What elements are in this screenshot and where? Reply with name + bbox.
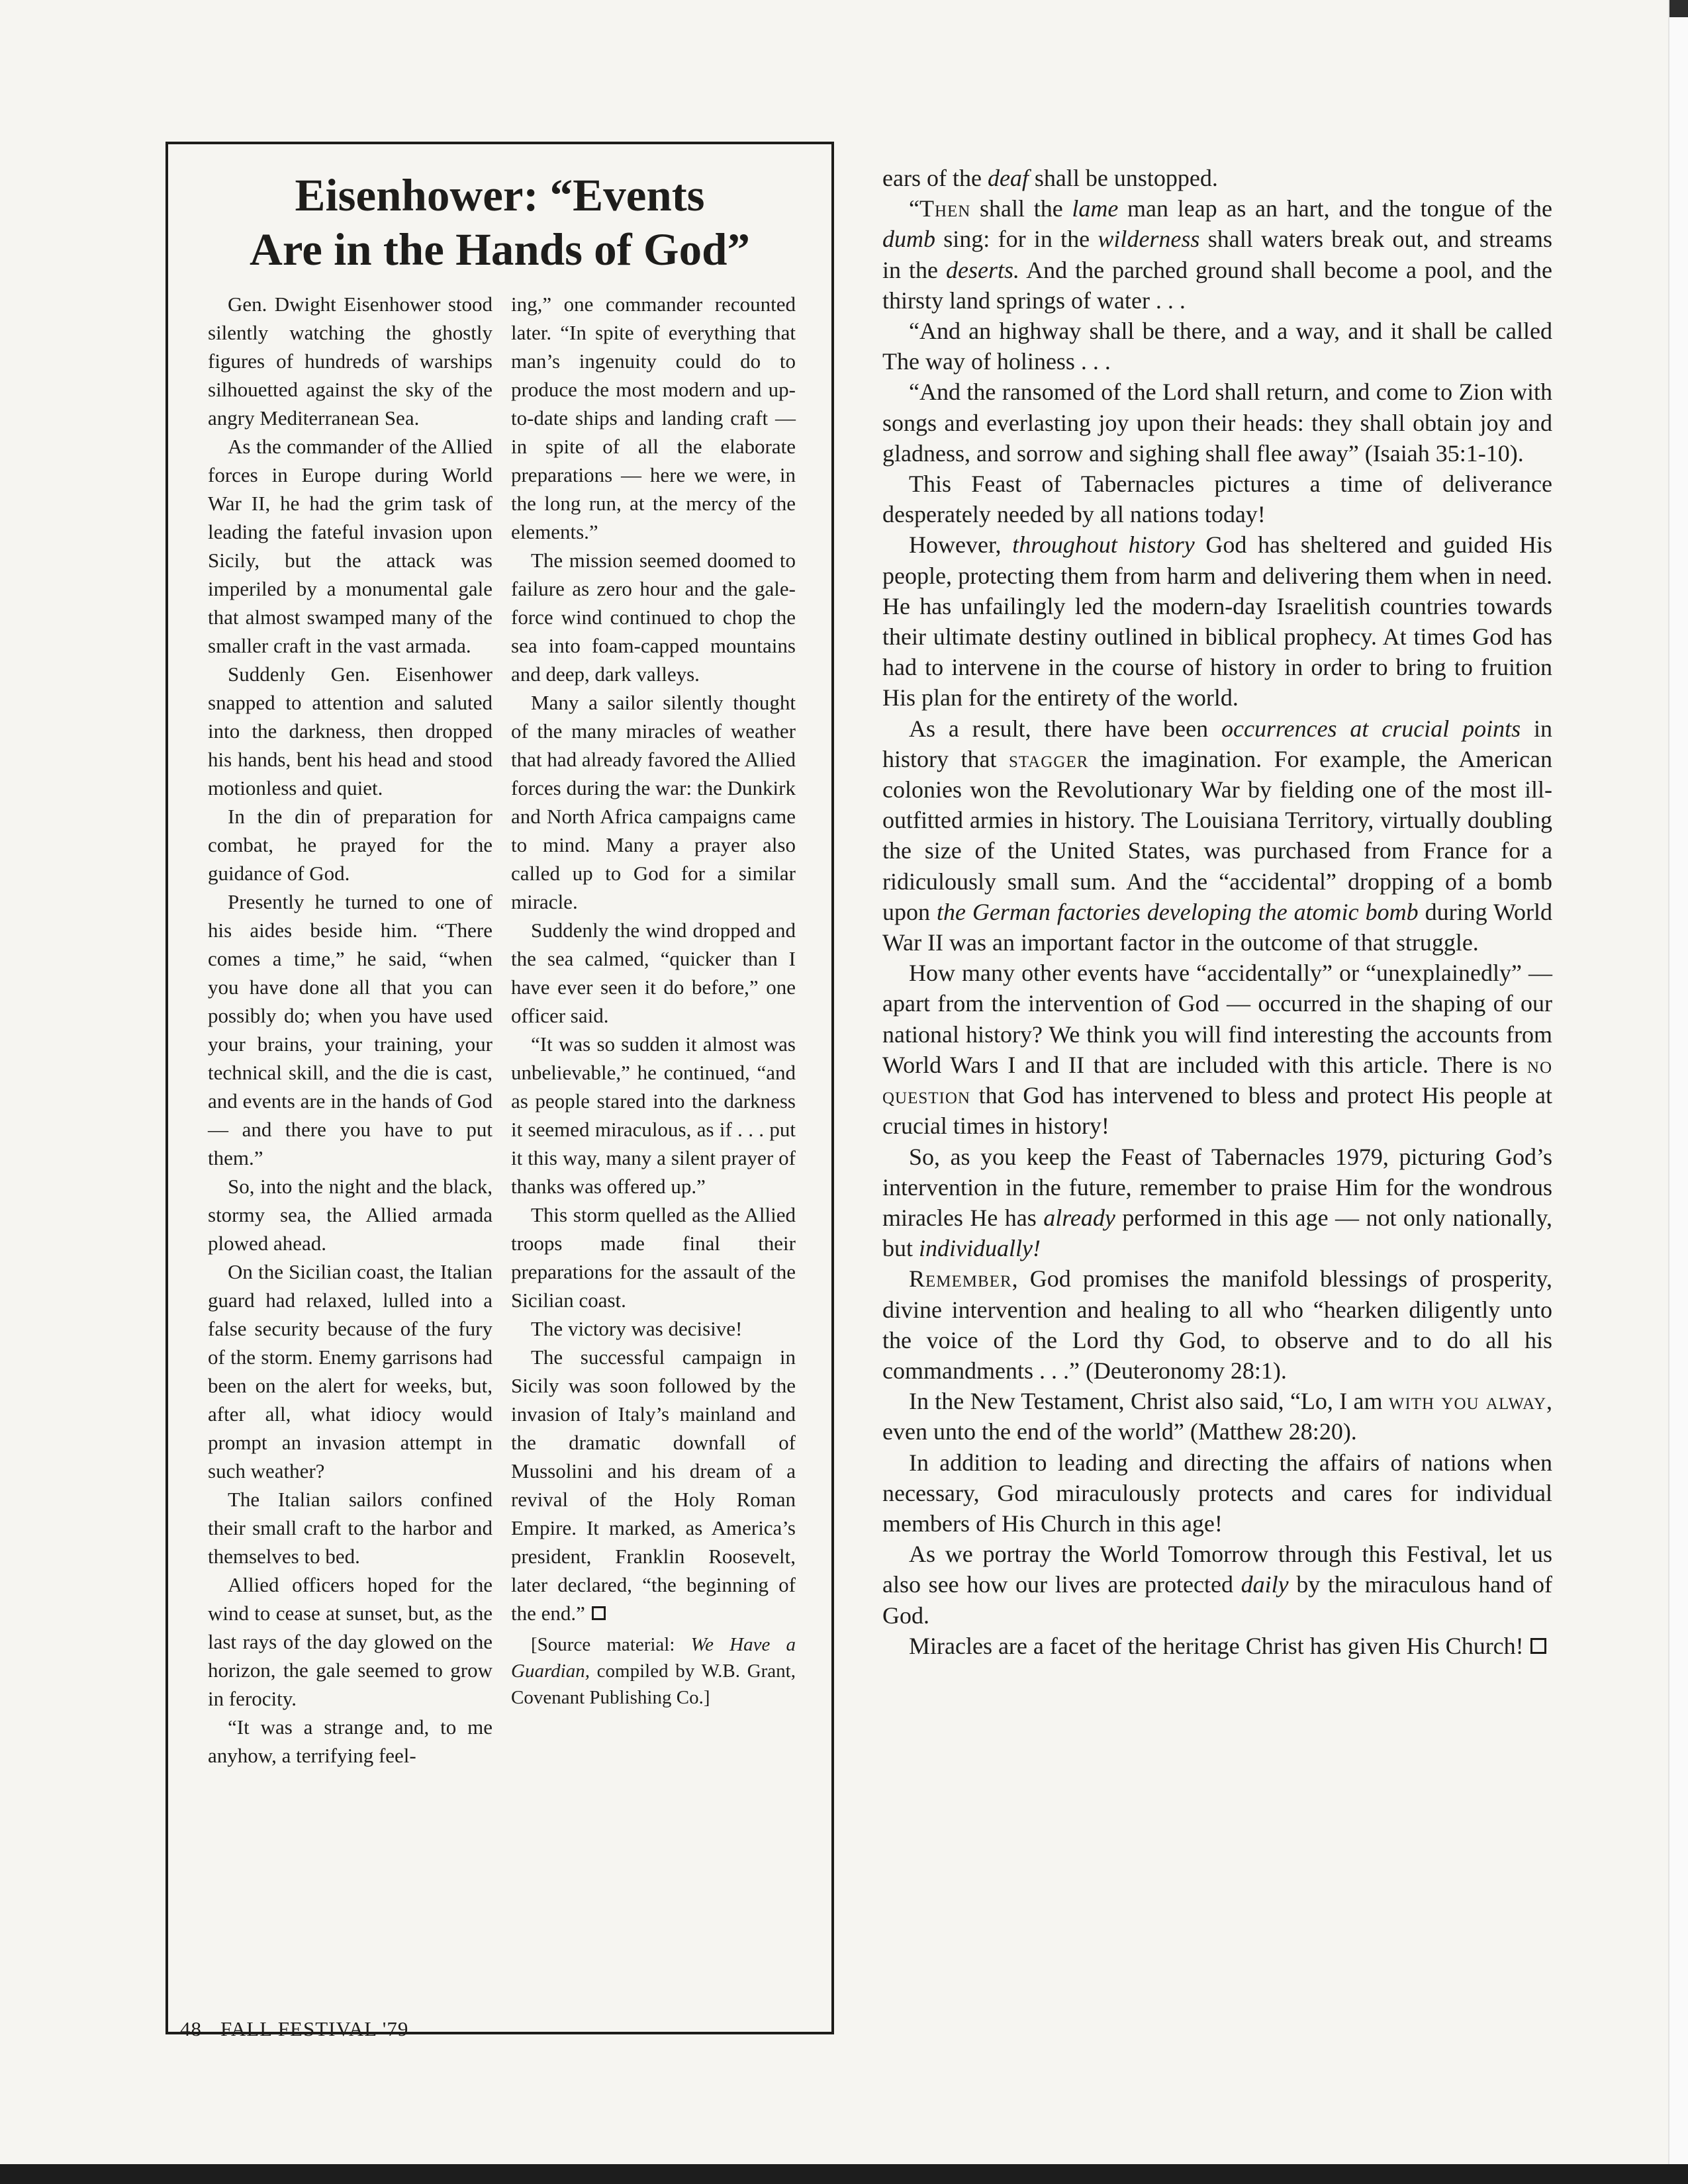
page-edge xyxy=(1668,0,1688,2184)
emphasis: wilderness xyxy=(1098,226,1200,253)
small-caps: with you alway xyxy=(1388,1388,1546,1415)
sidebar-title-line1: Eisenhower: “Events xyxy=(295,170,705,220)
text: So, as you keep the Feast of Tabernacles 1979, picturing God’s intervention in the future, remember to praise Him for the wondrous miracles He has xyxy=(882,1143,1552,1231)
end-mark-icon xyxy=(592,1606,606,1620)
text: God has sheltered and guided His people, protecting them from harm and delivering them when in need. He has unfailingly led the modern-day Israelitish countries towards their ultimate destiny outlined in biblical prophecy. At times God has had to intervene in the course of history in order to bring to fruition His plan for the entirety of the world. xyxy=(882,531,1552,711)
sidebar-paragraph: The mission seemed doomed to failure as zero hour and the gale-force wind continued to chop the sea into foam-capped mountains and deep, dark valleys. xyxy=(511,549,796,686)
text: And the parched ground shall become a pool, and the thirsty land springs of water . . . xyxy=(882,256,1552,314)
text: man leap as an hart, and the tongue of the xyxy=(1118,195,1552,222)
emphasis: already xyxy=(1043,1204,1115,1231)
sidebar-paragraph: On the Sicilian coast, the Italian guard had relaxed, lulled into a false security because of the fury of the storm. Enemy garrisons had been on the alert for weeks, but, after all, what idiocy would prompt an invasion attempt in such weather? xyxy=(208,1260,492,1482)
article-paragraph xyxy=(882,1142,1552,1264)
text: in history that xyxy=(882,715,1553,772)
text: performed in this age — not only nationally, but xyxy=(882,1204,1552,1262)
main-article-column xyxy=(882,163,1552,1661)
text: shall be unstopped. xyxy=(1028,165,1218,191)
sidebar-paragraph: Suddenly Gen. Eisenhower snapped to attention and saluted into the darkness, then dropped his hands, bent his head and stood motionless and quiet. xyxy=(208,662,492,799)
sidebar-title-line2: Are in the Hands of God” xyxy=(250,224,750,275)
sidebar-paragraph: Allied officers hoped for the wind to cease at sunset, but, as the last rays of the day glowed on the horizon, the gale seemed to grow in ferocity. xyxy=(208,1573,492,1710)
text: However, xyxy=(909,531,1013,559)
emphasis: throughout history xyxy=(1012,531,1195,559)
sidebar-title xyxy=(168,168,831,277)
sidebar-final-text: The successful campaign in Sicily was soon followed by the invasion of Italy’s mainland and the dramatic downfall of Mussolini and his dream of a revival of the Holy Roman Empire. It marked, as America’s president, Franklin Roosevelt, later declared, “the beginning of the end.” xyxy=(511,1345,796,1625)
article-paragraph: “And an highway shall be there, and a way, and it shall be called The way of holiness . . . xyxy=(882,318,1552,375)
text: , God promises the manifold blessings of prosperity, divine intervention and healing to all who “hearken diligently unto the voice of the Lord thy God, to observe and to do all his commandments . . .” (Deuteronomy 28:1). xyxy=(882,1265,1552,1384)
sidebar-paragraph: Many a sailor silently thought of the many miracles of weather that had already favored the Allied forces during the war: the Dunkirk and North Africa campaigns came to mind. Many a prayer also called up to God for a similar miracle. xyxy=(511,691,796,913)
article-paragraph: “And the ransomed of the Lord shall return, and come to Zion with songs and everlasting joy upon their heads: they shall obtain joy and gladness, and sorrow and sighing shall flee away” (Isaiah 35:1-10). xyxy=(882,379,1552,467)
sidebar-paragraph: As the commander of the Allied forces in Europe during World War II, he had the grim task of leading the fateful invasion upon Sicily, but the attack was imperiled by a monumental gale that almost swamped many of the smaller craft in the vast armada. xyxy=(208,435,492,657)
emphasis: deaf xyxy=(987,165,1029,191)
emphasis: the German factories developing the atomic bomb xyxy=(936,898,1419,925)
text: ears of the xyxy=(882,165,988,191)
small-caps: stagger xyxy=(1008,745,1089,772)
sidebar-paragraph: The victory was decisive! xyxy=(531,1317,743,1340)
sidebar-paragraph: “It was a strange and, to me anyhow, a terrifying feel- xyxy=(208,1715,492,1767)
text: , even unto the end of the world” (Matthew 28:20). xyxy=(882,1388,1552,1445)
small-caps: Then xyxy=(919,195,971,222)
emphasis: dumb xyxy=(882,226,935,253)
text: How many other events have “accidentally” or “unexplainedly” — apart from the intervention of God — occurred in the shaping of our national history? We think you will find interesting the accounts from World Wars I and II that are included with this article. There is xyxy=(882,960,1552,1078)
small-caps: Remember xyxy=(909,1265,1012,1293)
article-paragraph: This Feast of Tabernacles pictures a time of deliverance desperately needed by all nations today! xyxy=(882,471,1552,528)
sidebar-paragraph: Suddenly the wind dropped and the sea calmed, “quicker than I have ever seen it do before,” one officer said. xyxy=(511,919,796,1027)
sidebar-paragraph: So, into the night and the black, stormy sea, the Allied armada plowed ahead. xyxy=(208,1175,492,1255)
article-paragraph xyxy=(882,713,1552,958)
sidebar-column-2 xyxy=(511,290,796,1711)
sidebar-paragraph: Gen. Dwight Eisenhower stood silently watching the ghostly figures of hundreds of warships silhouetted against the sky of the angry Mediterranean Sea. xyxy=(208,293,492,430)
emphasis: deserts. xyxy=(946,256,1020,283)
text: that God has intervened to bless and protect His people at crucial times in history! xyxy=(882,1082,1552,1140)
article-paragraph-final xyxy=(882,1631,1552,1661)
page-edge-corner xyxy=(1669,0,1688,17)
article-paragraph: In addition to leading and directing the affairs of nations when necessary, God miraculously protects and cares for individual members of His Church in this age! xyxy=(882,1449,1552,1537)
sidebar-column-1 xyxy=(208,290,492,1770)
article-paragraph xyxy=(882,193,1552,316)
publication-name: FALL FESTIVAL '79 xyxy=(220,2017,409,2040)
end-mark-icon xyxy=(1530,1638,1546,1654)
text: by the miraculous hand of God. xyxy=(882,1571,1552,1629)
article-paragraph xyxy=(882,529,1552,713)
sidebar-paragraph: Presently he turned to one of his aides beside him. “There comes a time,” he said, “when you have done all that you can possibly do; when you have used your brains, your training, your technical skill, and the die is cast, and events are in the hands of God — and there you have to put them.” xyxy=(208,890,492,1169)
page-footer xyxy=(180,2017,427,2041)
text: shall the xyxy=(970,195,1072,222)
text: the imagination. For example, the American colonies won the Revolutionary War by fielding one of the most ill-outfitted armies in history. The Louisiana Territory, virtually doubling the size of the United States, was purchased from France for a ridiculously small sum. And the “accidental” dropping of a bomb upon xyxy=(882,745,1552,925)
text: during World War II was an important factor in the outcome of that struggle. xyxy=(882,898,1552,956)
text: In the New Testament, Christ also said, “Lo, I am xyxy=(909,1388,1389,1415)
sidebar-paragraph: The Italian sailors confined their small craft to the harbor and themselves to bed. xyxy=(208,1488,492,1568)
emphasis: individually! xyxy=(919,1235,1041,1262)
sidebar-paragraph: This storm quelled as the Allied troops made final their preparations for the assault of the Sicilian coast. xyxy=(511,1203,796,1312)
text: As we portray the World Tomorrow through this Festival, let us also see how our lives are protected xyxy=(882,1541,1552,1598)
text: “ xyxy=(909,195,919,222)
article-paragraph xyxy=(882,1539,1552,1631)
text: As a result, there have been xyxy=(909,715,1221,742)
article-paragraph xyxy=(882,1386,1552,1447)
text: Miracles are a facet of the heritage Christ has given His Church! xyxy=(909,1632,1524,1659)
emphasis: daily xyxy=(1241,1571,1289,1598)
sidebar-paragraph: “It was so sudden it almost was unbelievable,” he continued, “and as people stared into the darkness it seemed miraculous, as if . . . put it this way, many a silent prayer of thanks was offered up.” xyxy=(511,1032,796,1198)
text: sing: for in the xyxy=(935,226,1098,253)
source-note xyxy=(511,1631,796,1711)
emphasis: lame xyxy=(1072,195,1119,222)
sidebar-paragraph: In the din of preparation for combat, he prayed for the guidance of God. xyxy=(208,805,492,885)
sidebar-paragraph-final xyxy=(511,1343,796,1627)
source-prefix: [Source material: xyxy=(531,1634,691,1655)
article-paragraph xyxy=(882,163,1552,193)
sidebar-box xyxy=(165,142,834,2034)
text: shall waters break out, and streams in the xyxy=(882,226,1553,283)
emphasis: occurrences at crucial points xyxy=(1221,715,1521,742)
scan-bottom-edge xyxy=(0,2164,1688,2184)
small-caps: no question xyxy=(882,1051,1552,1109)
page-number: 48 xyxy=(180,2017,202,2040)
source-book-title: We Have a Guardian, xyxy=(511,1634,796,1682)
article-paragraph xyxy=(882,958,1552,1141)
sidebar-paragraph: ing,” one commander recounted later. “In spite of everything that man’s ingenuity could do to produce the most modern and up-to-date ships and landing craft — in spite of all the elaborate preparations — here we were, in the long run, at the mercy of the elements.” xyxy=(511,293,796,543)
article-paragraph xyxy=(882,1263,1552,1386)
source-suffix: compiled by W.B. Grant, Covenant Publishing Co.] xyxy=(511,1661,796,1708)
